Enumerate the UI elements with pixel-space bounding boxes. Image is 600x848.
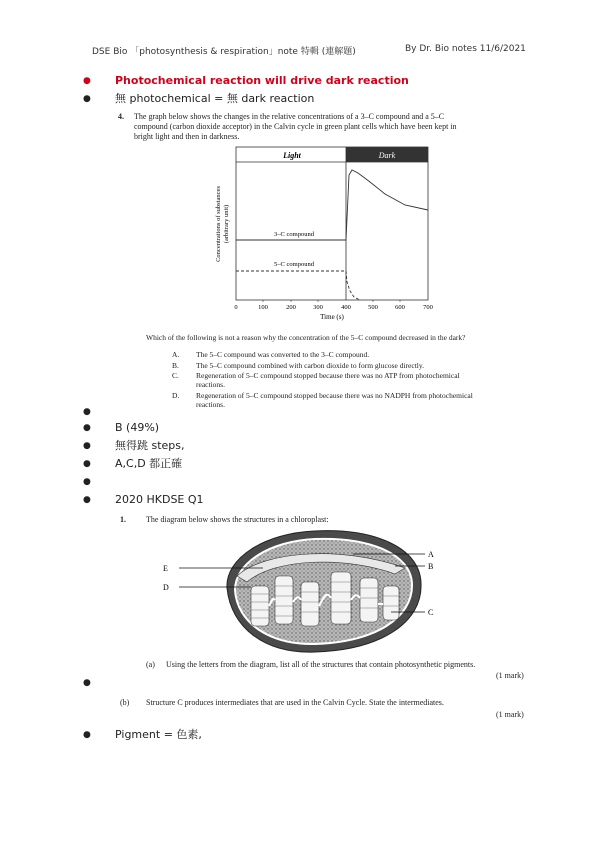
label-5c: 5–C compound: [274, 261, 314, 268]
y-axis-label: Concentrations of substances: [215, 186, 222, 262]
label-e: E: [163, 564, 168, 573]
q1b-label: (b): [120, 698, 130, 707]
tick-0: 0: [234, 304, 238, 311]
concentration-graph: [200, 140, 440, 330]
y-axis-unit: (arbitrary unit): [223, 204, 230, 244]
q1a-text: Using the letters from the diagram, list all of the structures that contain photosynthetic pigments.: [166, 660, 476, 669]
x-axis-label: Time (s): [320, 313, 344, 321]
q4-ask: Which of the following is not a reason why the concentration of the 5–C compound decreased in the dark?: [146, 333, 466, 342]
q1-number: 1.: [120, 515, 126, 524]
tick-200: 200: [286, 304, 296, 311]
option-c-text: Regeneration of 5–C compound stopped because there was no ATP from photochemical reactions.: [196, 371, 460, 389]
light-label: Light: [283, 151, 301, 160]
tick-500: 500: [368, 304, 378, 311]
q1a-mark: (1 mark): [496, 671, 524, 680]
dark-label: Dark: [378, 151, 396, 160]
label-b: B: [428, 562, 434, 571]
option-d-letter: D.: [172, 391, 180, 400]
tick-300: 300: [313, 304, 323, 311]
tick-100: 100: [258, 304, 268, 311]
q1b-text: Structure C produces intermediates that are used in the Calvin Cycle. State the intermediates.: [146, 698, 444, 707]
header-left: DSE Bio 「photosynthesis & respiration」note 特輯 (連解題): [92, 47, 356, 57]
chloroplast-diagram: [155, 528, 445, 656]
q4-number: 4.: [118, 112, 124, 121]
option-b-letter: B.: [172, 361, 179, 370]
q1b-mark: (1 mark): [496, 710, 524, 719]
header-right: By Dr. Bio notes 11/6/2021: [405, 44, 526, 54]
label-3c: 3–C compound: [274, 231, 314, 238]
tick-600: 600: [395, 304, 405, 311]
option-a-letter: A.: [172, 350, 180, 359]
label-c: C: [428, 608, 434, 617]
q1a-label: (a): [146, 660, 155, 669]
tick-400: 400: [341, 304, 351, 311]
option-a-text: The 5–C compound was converted to the 3–C compound.: [196, 350, 370, 359]
option-c-letter: C.: [172, 371, 179, 380]
q1-stem: The diagram below shows the structures in a chloroplast:: [146, 515, 329, 524]
q4-stem: The graph below shows the changes in the relative concentrations of a 3–C compound and a 5–C compound (carbon dioxide acceptor) in the Calvin cycle in green plant cells which have been kept in bright light and then in darkness.: [134, 112, 457, 141]
option-b-text: The 5–C compound combined with carbon dioxide to form glucose directly.: [196, 361, 425, 370]
option-d-text: Regeneration of 5–C compound stopped because there was no NADPH from photochemical reactions.: [196, 391, 473, 409]
tick-700: 700: [423, 304, 433, 311]
label-d: D: [163, 583, 169, 592]
label-a: A: [428, 550, 434, 559]
